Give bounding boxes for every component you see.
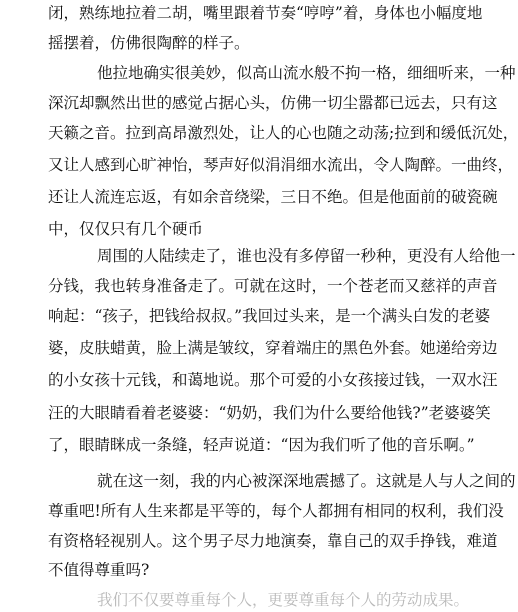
text-line: 的小女孩十元钱，和蔼地说。那个可爱的小女孩接过钱，一双水汪	[48, 371, 498, 389]
text-line: 摇摆着，仿佛很陶醉的样子。	[48, 34, 250, 52]
text-line: 天籁之音。拉到高昂激烈处，让人的心也随之动荡;拉到和缓低沉处，	[48, 124, 518, 142]
text-line: 汪的大眼睛看着老婆婆：“奶奶，我们为什么要给他钱?”老婆婆笑	[48, 404, 491, 422]
paragraph-start-line: 他拉地确实很美妙，似高山流水般不拘一格，细细听来，一种	[97, 64, 516, 82]
paragraph-start-line: 周围的人陆续走了，谁也没有多停留一秒种，更没有人给他一	[97, 247, 516, 265]
text-line: 分钱，我也转身准备走了。可就在这时，一个苍老而又慈祥的声音	[48, 277, 498, 295]
text-line: 婆，皮肤蜡黄，脸上满是皱纹，穿着端庄的黑色外套。她递给旁边	[48, 339, 498, 357]
text-line: 有资格轻视别人。这个男子尽力地演奏，靠自己的双手挣钱，难道	[48, 532, 498, 550]
text-line: 深沉却飘然出世的感觉占据心头，仿佛一切尘嚣都已远去，只有这	[48, 94, 498, 112]
text-line: 闭，熟练地拉着二胡，嘴里跟着节奏“哼哼”着，身体也小幅度地	[48, 4, 483, 22]
text-line: 不值得尊重吗?	[48, 561, 150, 579]
partially-visible-line: 我们不仅要尊重每个人，更要尊重每个人的劳动成果。	[97, 591, 470, 609]
text-line: 响起：“孩子，把钱给叔叔。”我回过头来，是一个满头白发的老婆	[48, 307, 491, 325]
paragraph-start-line: 就在这一刻，我的内心被深深地震撼了。这就是人与人之间的	[97, 472, 516, 490]
text-line: 了，眼睛眯成一条缝，轻声说道：“因为我们听了他的音乐啊。”	[48, 436, 475, 454]
text-line: 中，仅仅只有几个硬币	[48, 220, 204, 238]
text-line: 又让人感到心旷神怡，琴声好似涓涓细水流出，令人陶醉。一曲终，	[48, 156, 514, 174]
text-line: 尊重吧!所有人生来都是平等的，每个人都拥有相同的权利，我们没	[48, 502, 504, 520]
text-line: 还让人流连忘返，有如余音绕梁，三日不绝。但是他面前的破瓷碗	[48, 188, 498, 206]
